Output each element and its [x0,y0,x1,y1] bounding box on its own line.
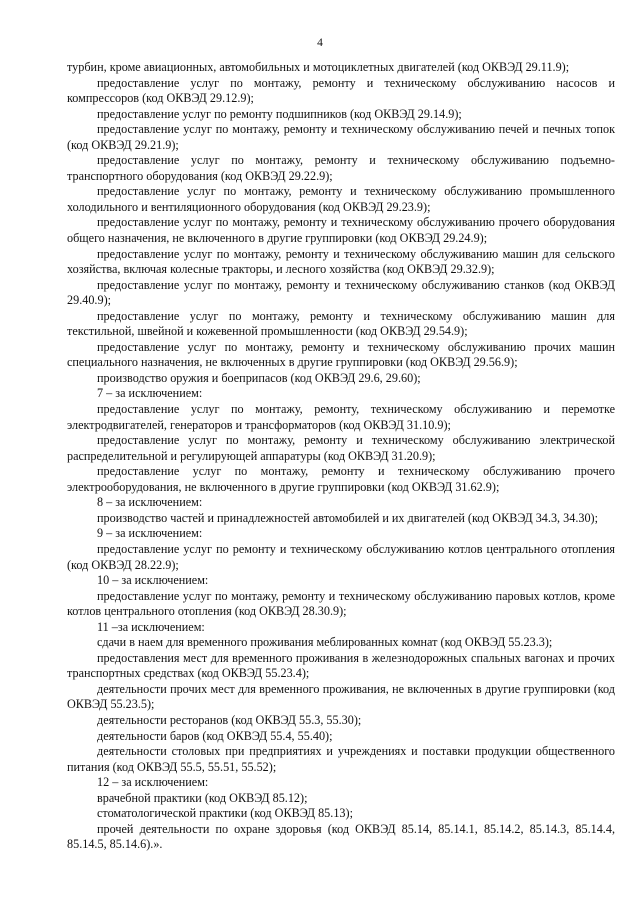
section-heading-11: 11 –за исключением: [97,619,205,634]
paragraph-4: предоставление услуг по монтажу, ремонту и техническому обслуживанию печей и печных топок (код ОКВЭД 29.21.9); [67,122,615,152]
section-heading-7: 7 – за исключением: [97,386,203,401]
paragraph-24: сдачи в наем для временного проживания меблированных комнат (код ОКВЭД 55.23.3); [97,635,553,650]
paragraph-9: предоставление услуг по монтажу, ремонту и техническому обслуживанию станков (код ОКВЭД 29.40.9); [67,277,615,308]
paragraph-2: предоставление услуг по монтажу, ремонту и техническому обслуживанию насосов и компрессоров (код ОКВЭД 29.12.9); [67,75,615,106]
section-heading-12: 12 – за исключением: [97,775,209,790]
paragraph-11: предоставление услуг по монтажу, ремонту и техническому обслуживанию прочих машин специального назначения, не включенных в другие группировки (код ОКВЭД 29.56.9); [67,339,615,370]
paragraph-25: предоставления мест для временного проживания в железнодорожных спальных вагонах и прочих транспортных средствах (код ОКВЭД 55.23.4); [67,650,615,681]
paragraph-18: производство частей и принадлежностей автомобилей и их двигателей (код ОКВЭД 34.3, 34.30); [97,510,598,525]
section-heading-8: 8 – за исключением: [97,495,203,510]
paragraph-6: предоставление услуг по монтажу, ремонту и техническому обслуживанию промышленного холодильного и вентиляционного оборудования (код ОКВЭД 29.23.9); [67,184,615,214]
paragraph-31: врачебной практики (код ОКВЭД 85.12); [97,790,308,805]
paragraph-8: предоставление услуг по монтажу, ремонту и техническому обслуживанию машин для сельского хозяйства, включая колесные тракторы, и лесного хозяйства (код ОКВЭД 29.32.9); [67,246,615,277]
paragraph-27: деятельности ресторанов (код ОКВЭД 55.3, 55.30); [97,712,362,727]
paragraph-16: предоставление услуг по монтажу, ремонту и техническому обслуживанию прочего электрооборудования, не включенного в другие группировки (код ОКВЭД 31.62.9); [67,464,615,494]
paragraph-3: предоставление услуг по ремонту подшипников (код ОКВЭД 29.14.9); [97,106,462,121]
paragraph-12: производство оружия и боеприпасов (код ОКВЭД 29.6, 29.60); [97,370,421,385]
section-heading-9: 9 – за исключением: [97,526,203,541]
paragraph-26: деятельности прочих мест для временного проживания, не включенных в другие группировки (код ОКВЭД 55.23.5); [67,681,615,712]
paragraph-33: прочей деятельности по охране здоровья (код ОКВЭД 85.14, 85.14.1, 85.14.2, 85.14.3, 85.14.4, 85.14.5, 85.14.6).». [67,821,615,852]
paragraph-32: стоматологической практики (код ОКВЭД 85.13); [97,806,353,821]
page-number: 4 [317,37,323,49]
paragraph-10: предоставление услуг по монтажу, ремонту и техническому обслуживанию машин для текстильной, швейной и кожевенной промышленности (код ОКВЭД 29.54.9); [67,308,615,339]
document-body [67,60,615,853]
section-heading-10: 10 – за исключением: [97,573,209,588]
paragraph-14: предоставление услуг по монтажу, ремонту, техническому обслуживанию и перемотке электродвигателей, генераторов и трансформаторов (код ОКВЭД 31.10.9); [67,402,615,432]
paragraph-7: предоставление услуг по монтажу, ремонту и техническому обслуживанию прочего оборудования общего назначения, не включенного в другие группировки (код ОКВЭД 29.24.9); [67,215,615,246]
paragraph-15: предоставление услуг по монтажу, ремонту и техническому обслуживанию электрической распределительной и регулирующей аппаратуры (код ОКВЭД 31.20.9); [67,433,615,463]
paragraph-29: деятельности столовых при предприятиях и учреждениях и поставки продукции общественного питания (код ОКВЭД 55.5, 55.51, 55.52); [67,744,615,774]
paragraph-28: деятельности баров (код ОКВЭД 55.4, 55.40); [97,728,333,743]
paragraph-22: предоставление услуг по монтажу, ремонту и техническому обслуживанию паровых котлов, кроме котлов центрального отопления (код ОКВЭД 28.30.9); [67,588,615,619]
paragraph-20: предоставление услуг по ремонту и техническому обслуживанию котлов центрального отопления (код ОКВЭД 28.22.9); [67,541,615,572]
paragraph-5: предоставление услуг по монтажу, ремонту и техническому обслуживанию подъемно-транспортного оборудования (код ОКВЭД 29.22.9); [67,153,615,183]
paragraph-1: турбин, кроме авиационных, автомобильных и мотоциклетных двигателей (код ОКВЭД 29.11.9); [67,60,570,74]
